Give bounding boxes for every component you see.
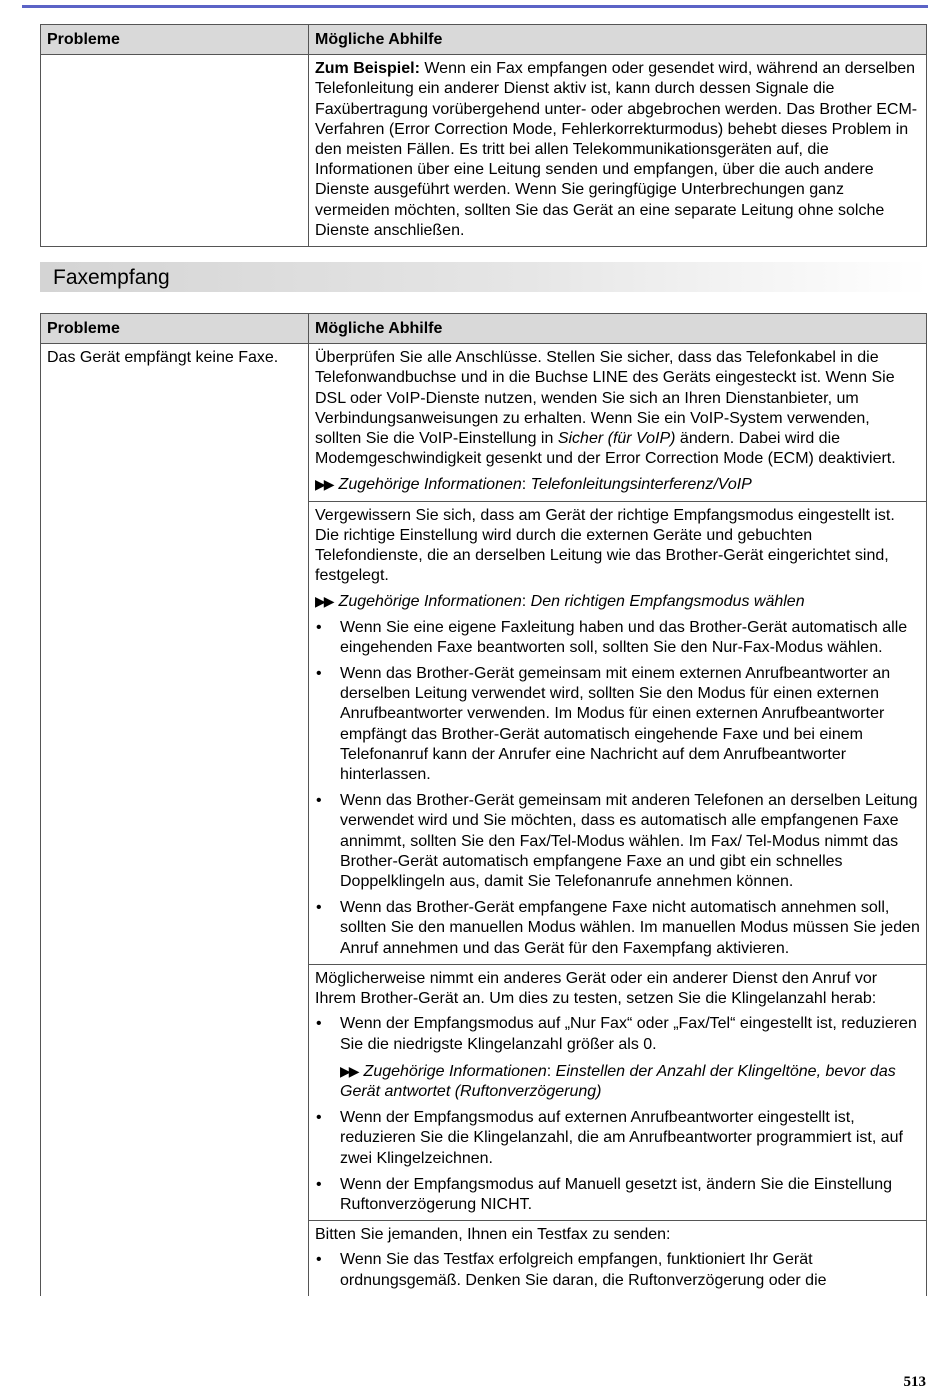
list-item: • Wenn das Brother-Gerät gemeinsam mit anderen Telefonen an derselben Leitung verwendet wird und Sie möchten, dass es automatisch alle empfangenen Faxe annimmt, sollten Sie den Fax/Tel-Modus wählen. Im Fax/ Tel-Modus nimmt das Brother-Gerät automatisch empfangene Faxe an und gibt ein schnelles Doppelklingeln aus, damit Sie Telefonanrufe annehmen können.	[315, 791, 920, 892]
remedy-paragraph	[315, 348, 920, 469]
table-row	[41, 344, 927, 501]
related-info-separator: :	[521, 476, 531, 494]
related-info-label: Zugehörige Informationen	[338, 476, 522, 494]
related-info-target[interactable]: Den richtigen Empfangsmodus wählen	[530, 593, 805, 611]
remedy-cell-ring-count	[309, 964, 927, 1220]
list-item: • Wenn der Empfangsmodus auf externen Anrufbeantworter eingestellt ist, reduzieren Sie die Klingelanzahl, die am Anrufbeantworter programmiert ist, auf zwei Klingelzeichnen.	[315, 1108, 920, 1169]
remedy-paragraph: Vergewissern Sie sich, dass am Gerät der richtige Empfangsmodus eingestellt ist. Die richtige Einstellung wird durch die externen Geräte und gebuchten Telefondienste, die an derselben Leitung wie das Brother-Gerät eingerichtet sind, festgelegt.	[315, 506, 895, 585]
related-info-link[interactable]	[340, 1061, 920, 1102]
bullet-list	[315, 1014, 920, 1215]
remedy-cell-connections	[309, 344, 927, 501]
table-row	[41, 55, 927, 247]
section-title: Faxempfang	[53, 266, 170, 289]
table-header-row	[41, 25, 927, 55]
section-heading	[40, 262, 927, 292]
list-item-text: Wenn der Empfangsmodus auf „Nur Fax“ oder „Fax/Tel“ eingestellt ist, reduzieren Sie die niedrigste Klingelanzahl größer als 0.	[340, 1015, 917, 1053]
example-text: Wenn ein Fax empfangen oder gesendet wird, während an derselben Telefonleitung ein anderer Dienst aktiv ist, kann durch dessen Signale die Faxübertragung vorübergehend unter- oder abgebrochen werden. Das Brother ECM-Verfahren (Error Correction Mode, Fehlerkorrekturmodus) behebt dieses Problem in den meisten Fällen. Es tritt bei allen Telekommunikationsgeräten auf, die Informationen über eine Leitung senden und empfangen, über die auch andere Dienste ausgeführt werden. Wenn Sie geringfügige Unterbrechungen ganz vermeiden möchten, sollten Sie das Gerät an eine separate Leitung ohne solche Dienste anschließen.	[315, 60, 918, 239]
remedy-paragraph	[315, 59, 920, 241]
example-label: Zum Beispiel:	[315, 60, 420, 78]
table-header-row	[41, 314, 927, 344]
header-remedy: Mögliche Abhilfe	[309, 25, 927, 55]
list-item: • Wenn der Empfangsmodus auf Manuell gesetzt ist, ändern Sie die Einstellung Ruftonverzögerung NICHT.	[315, 1175, 920, 1215]
double-arrow-icon: ▶▶	[315, 593, 333, 610]
list-item: • Wenn Sie eine eigene Faxleitung haben und das Brother-Gerät automatisch alle eingehenden Faxe beantworten soll, sollten Sie den Nur-Fax-Modus wählen.	[315, 618, 920, 658]
remedy-cell-test-fax	[309, 1221, 927, 1296]
problem-cell-empty	[41, 55, 309, 247]
related-info-label: Zugehörige Informationen	[363, 1062, 547, 1080]
top-rule	[22, 5, 928, 8]
double-arrow-icon: ▶▶	[315, 476, 333, 493]
list-item: • Wenn Sie das Testfax erfolgreich empfangen, funktioniert Ihr Gerät ordnungsgemäß. Denken Sie daran, die Ruftonverzögerung oder die	[315, 1250, 920, 1290]
related-info-separator: :	[546, 1062, 556, 1080]
header-remedy: Mögliche Abhilfe	[309, 314, 927, 344]
related-info-target[interactable]: Einstellen der Anzahl der Klingeltöne, bevor das Gerät antwortet (Ruftonverzögerung)	[340, 1062, 896, 1100]
header-problems: Probleme	[41, 314, 309, 344]
related-info-link[interactable]	[315, 591, 920, 612]
related-info-target[interactable]: Telefonleitungsinterferenz/VoIP	[530, 476, 752, 494]
related-info-separator: :	[521, 593, 531, 611]
problem-cell: Das Gerät empfängt keine Faxe.	[41, 344, 309, 1296]
header-problems: Probleme	[41, 25, 309, 55]
remedy-paragraph: Bitten Sie jemanden, Ihnen ein Testfax zu senden:	[315, 1226, 671, 1244]
fax-receive-table	[40, 313, 927, 1296]
remedy-text: Überprüfen Sie alle Anschlüsse. Stellen Sie sicher, dass das Telefonkabel in die Telefonwandbuchse und in die Buchse LINE des Geräts eingesteckt ist. Wenn Sie DSL oder VoIP-Dienste nutzen, wenden Sie sich an Ihren Dienstanbieter, um Verbindungsanweisungen zu erhalten. Wenn Sie ein VoIP-System verwenden, sollten Sie die VoIP-Einstellung in	[315, 349, 895, 448]
voip-setting-label: Sicher (für VoIP)	[557, 430, 676, 448]
bullet-list	[315, 1250, 920, 1290]
list-item: • Wenn das Brother-Gerät gemeinsam mit einem externen Anrufbeantworter an derselben Leitung verwendet wird, sollten Sie den Modus für einen externen Anrufbeantworter verwenden. Im Modus für einen externen Anrufbeantworter empfängt das Brother-Gerät automatisch eingehende Faxe und bei einem Telefonanruf kann der Anrufer eine Nachricht auf dem Anrufbeantworter hinterlassen.	[315, 664, 920, 785]
remedy-text: ändern. Dabei wird die Modemgeschwindigkeit gesenkt und der Error Correction Mode (ECM) deaktiviert.	[315, 430, 896, 468]
remedy-cell-receive-mode	[309, 501, 927, 964]
related-info-link[interactable]	[315, 474, 920, 495]
page-number: 513	[903, 1374, 926, 1390]
remedy-cell	[309, 55, 927, 247]
troubleshooting-table-continued	[40, 24, 927, 247]
list-item: • Wenn das Brother-Gerät empfangene Faxe nicht automatisch annehmen soll, sollten Sie den manuellen Modus wählen. Im manuellen Modus müssen Sie jeden Anruf annehmen und das Gerät für den Faxempfang aktivieren.	[315, 898, 920, 959]
bullet-list	[315, 618, 920, 959]
list-item	[315, 1014, 920, 1102]
related-info-label: Zugehörige Informationen	[338, 593, 522, 611]
double-arrow-icon: ▶▶	[340, 1062, 358, 1079]
remedy-paragraph: Möglicherweise nimmt ein anderes Gerät oder ein anderer Dienst den Anruf vor Ihrem Brother-Gerät an. Um dies zu testen, setzen Sie die Klingelanzahl herab:	[315, 969, 878, 1008]
